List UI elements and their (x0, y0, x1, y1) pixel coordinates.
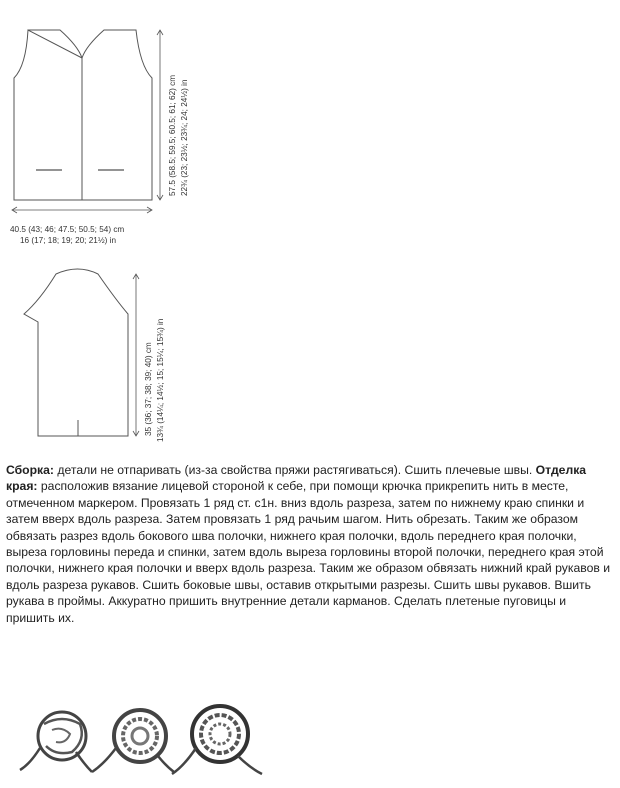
vest-height-in: 22¾ (23; 23½; 23¾; 24; 24½) in (180, 79, 189, 196)
vest-outline (14, 30, 152, 200)
vest-width-cm: 40.5 (43; 46; 47.5; 50.5; 54) cm (10, 225, 125, 234)
assembly-text: детали не отпаривать (из-за свойства пряжи растягиваться). Сшить плечевые швы. (54, 463, 536, 477)
button-step-1 (20, 712, 92, 772)
sleeve-schematic (0, 260, 200, 450)
assembly-instructions (6, 462, 612, 626)
vest-height-cm: 57.5 (58.5; 59.5; 60.5; 61; 62) cm (168, 74, 177, 196)
sleeve-height-in: 13¾ (14¼; 14½; 15; 15¼; 15¾) in (156, 318, 165, 442)
vest-schematic (0, 0, 200, 250)
assembly-label: Сборка: (6, 463, 54, 477)
sleeve-outline (24, 269, 128, 436)
button-illustrations (0, 690, 300, 788)
edging-text: расположив вязание лицевой стороной к себе, при помощи крючка прикрепить нить в месте, отмеченном маркером. Провязать 1 ряд ст. с1н. вниз вдоль разреза, затем по нижнему краю спинки и затем вверх вдоль разреза. Затем провязать 1 ряд рачьим шагом. Нить обрезать. Таким же образом обвязать разрез вдоль бокового шва полочки, нижнего края полочки, вдоль переднего края полочки, выреза горловины переда и спинки, затем вдоль выреза горловины второй полочки, переднего края этой полочки, нижнего края полочки и вверх вдоль разреза. Таким же образом обвязать нижний край рукавов и вдоль разреза рукавов. Сшить боковые швы, оставив открытыми разрезы. Сшить швы рукавов. Вшить рукава в проймы. Аккуратно пришить внутренние детали карманов. Сделать плетеные пуговицы и пришить их. (6, 479, 611, 625)
sleeve-height-cm: 35 (36; 37; 38; 39; 40) cm (144, 342, 153, 436)
button-step-3 (172, 706, 262, 774)
edging-label: Отделка края: (6, 463, 587, 494)
vest-width-in: 16 (17; 18; 19; 20; 21½) in (20, 236, 117, 245)
button-step-2 (92, 710, 174, 772)
